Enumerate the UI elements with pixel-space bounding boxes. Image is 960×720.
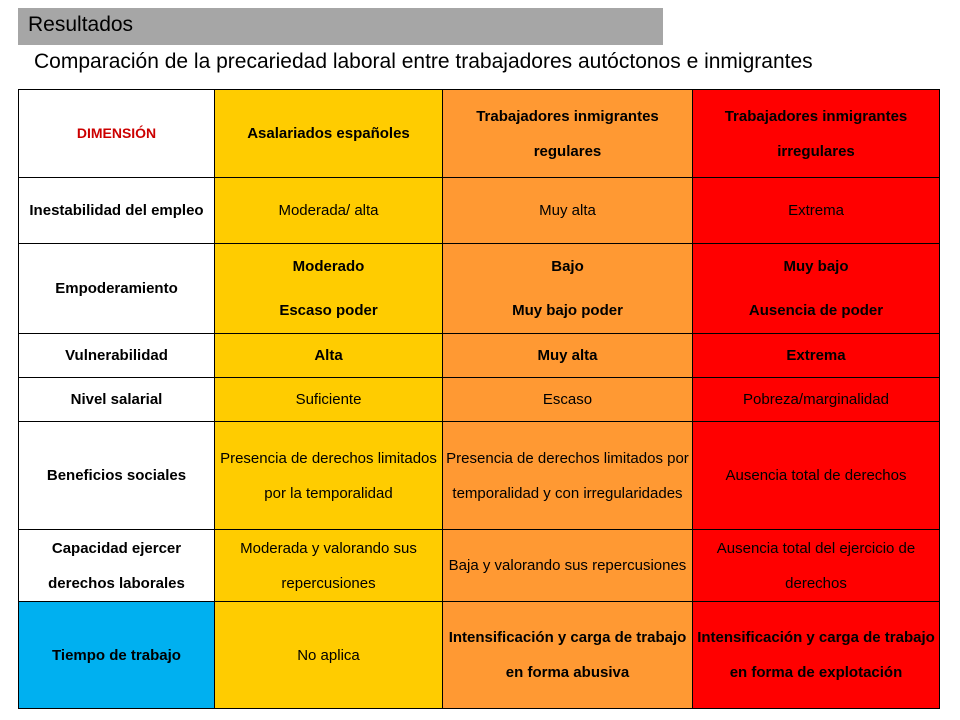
row-dimension-tiempo-trabajo: Tiempo de trabajo (19, 602, 215, 709)
table-cell: Moderada/ alta (215, 178, 443, 244)
table-cell (215, 244, 443, 334)
table-cell: Muy alta (443, 178, 693, 244)
table-cell: No aplica (215, 602, 443, 709)
table-row (19, 378, 940, 422)
section-header (18, 8, 663, 45)
cell-level: Bajo (551, 257, 584, 275)
table-cell: Pobreza/marginalidad (693, 378, 940, 422)
table-cell: Extrema (693, 334, 940, 378)
table-cell: Muy alta (443, 334, 693, 378)
row-dimension-nivel-salarial: Nivel salarial (19, 378, 215, 422)
table-cell: Presencia de derechos limitados por temporalidad y con irregularidades (443, 422, 693, 530)
section-title: Resultados (28, 13, 134, 36)
slide-subtitle: Comparación de la precariedad laboral entre trabajadores autóctonos e inmigrantes (34, 50, 813, 73)
table-row (19, 530, 940, 602)
header-inmigrantes-regulares: Trabajadores inmigrantes regulares (443, 90, 693, 178)
table-cell (693, 244, 940, 334)
table-cell: Suficiente (215, 378, 443, 422)
table-header-row (19, 90, 940, 178)
table-cell: Ausencia total de derechos (693, 422, 940, 530)
table-cell: Alta (215, 334, 443, 378)
table-cell: Intensificación y carga de trabajo en forma de explotación (693, 602, 940, 709)
table-cell: Ausencia total del ejercicio de derechos (693, 530, 940, 602)
cell-description: Muy bajo poder (512, 301, 623, 319)
table-row (19, 602, 940, 709)
table-cell: Baja y valorando sus repercusiones (443, 530, 693, 602)
row-dimension-capacidad-derechos: Capacidad ejercer derechos laborales (19, 530, 215, 602)
table-row (19, 422, 940, 530)
table-cell: Escaso (443, 378, 693, 422)
cell-level: Moderado (292, 257, 365, 275)
row-dimension-beneficios-sociales: Beneficios sociales (19, 422, 215, 530)
row-dimension-vulnerabilidad: Vulnerabilidad (19, 334, 215, 378)
table-cell: Extrema (693, 178, 940, 244)
table-row (19, 334, 940, 378)
table-cell: Intensificación y carga de trabajo en forma abusiva (443, 602, 693, 709)
header-inmigrantes-irregulares: Trabajadores inmigrantes irregulares (693, 90, 940, 178)
table-cell (443, 244, 693, 334)
table-row (19, 178, 940, 244)
precariedad-table (18, 89, 940, 709)
cell-description: Ausencia de poder (748, 301, 884, 319)
cell-level: Muy bajo (783, 257, 849, 275)
row-dimension-empoderamiento: Empoderamiento (19, 244, 215, 334)
cell-description: Escaso poder (279, 301, 378, 319)
row-dimension-inestabilidad: Inestabilidad del empleo (19, 178, 215, 244)
header-dimension: DIMENSIÓN (19, 90, 215, 178)
header-asalariados-espanoles: Asalariados españoles (215, 90, 443, 178)
table-cell: Presencia de derechos limitados por la temporalidad (215, 422, 443, 530)
table-row (19, 244, 940, 334)
table-cell: Moderada y valorando sus repercusiones (215, 530, 443, 602)
